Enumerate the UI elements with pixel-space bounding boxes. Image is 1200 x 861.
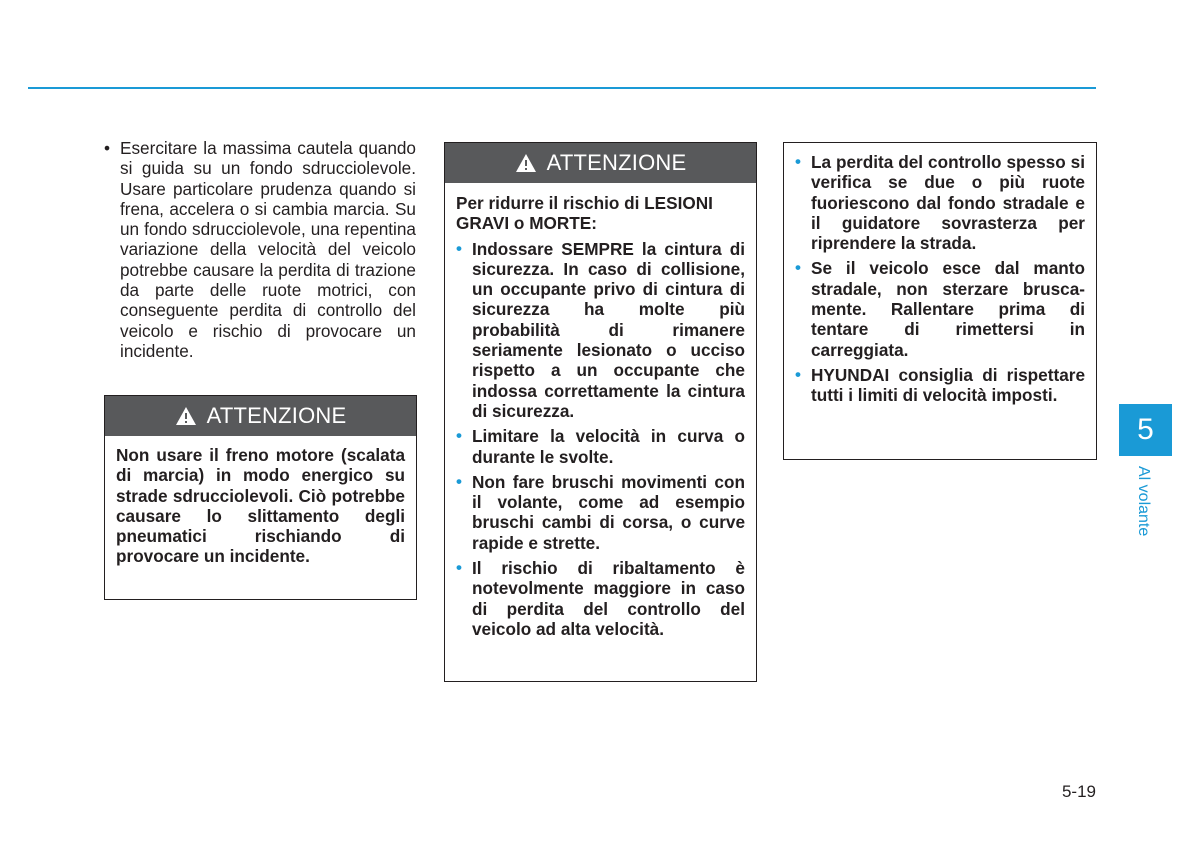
list-item-text: Non fare bruschi movimenti con il volante, come ad esempio bruschi cambi di corsa, o curve rapide e strette. [472,471,745,553]
warning-intro: Per ridurre il rischio di LESIONI GRAVI o MORTE: [456,193,713,234]
bullet-dot: • [456,426,462,446]
warning-body: Non usare il freno motore (scalata di marcia) in modo energico su strade sdrucciolevoli. Ciò potrebbe causare lo slittamento degli pneumatici rischiando di provocare un incidente. [116,445,405,567]
list-item-text: Indossare SEMPRE la cintura di sicurezza. In caso di collisione, un occupante privo di cintura di sicurezza ha molte più probabilità di rimanere seriamente lesionato o ucciso rispetto a un occupante che indossa correttamente la cintura di sicurezza. [472,238,745,421]
bullet-dot: • [456,238,462,258]
list-item [456,426,745,467]
warning-triangle-icon [515,153,537,173]
warning-title: ATTENZIONE [546,150,687,175]
list-item [104,138,416,361]
list-item [795,258,1085,359]
list-item [456,472,745,553]
bullet-text: Esercitare la massima cautela quando si guida su un fondo sdrucciolevole. Usare particolare prudenza quando si frena, accelera o si cambia marcia. Su un fondo sdrucciolevole, una repentina variazione della velocità del veicolo potrebbe causare la perdita di trazione da parte delle ruote motrici, con conseguente perdita di controllo del veicolo e rischio di provocare un incidente. [120,138,416,361]
bullet-dot: • [104,138,111,158]
warning-box-engine-brake [104,395,417,600]
list-item [456,558,745,639]
header-rule [28,87,1096,89]
list-item [795,152,1085,253]
bullet-dot: • [456,558,462,578]
warning-body [445,183,756,639]
warning-header [445,143,756,183]
warning-header [105,396,416,436]
warning-triangle-icon [175,406,197,426]
list-item-text: Limitare la velocità in curva o durante le svolte. [472,426,745,467]
list-item-text: Il rischio di ribaltamento è notevolmente maggiore in caso di perdita del controllo del veicolo ad alta velocità. [472,558,745,639]
list-item-text: La perdita del controllo spesso si verifica se due o più ruote fuoriescono dal fondo stradale e il guidatore sovrasterza per riprendere la strada. [811,152,1085,254]
list-item-text: HYUNDAI consiglia di rispettare tutti i limiti di velocità imposti. [811,364,1085,406]
main-text-column [104,138,416,361]
chapter-number-tab: 5 [1119,404,1172,456]
list-item-text: Se il veicolo esce dal manto stradale, non sterzare brusca-mente. Rallentare prima di tentare di rimettersi in carreggiata. [811,258,1085,360]
list-item [795,365,1085,406]
warning-title: ATTENZIONE [206,403,347,428]
bullet-dot: • [795,152,801,171]
chapter-title: Al volante [1135,466,1152,537]
warning-body [784,143,1096,406]
warning-box-safety [444,142,757,682]
page-number: 5-19 [1061,782,1096,801]
warning-box-continued [783,142,1097,460]
bullet-dot: • [456,471,462,491]
bullet-dot: • [795,258,801,278]
bullet-dot: • [795,364,801,384]
list-item [456,239,745,422]
